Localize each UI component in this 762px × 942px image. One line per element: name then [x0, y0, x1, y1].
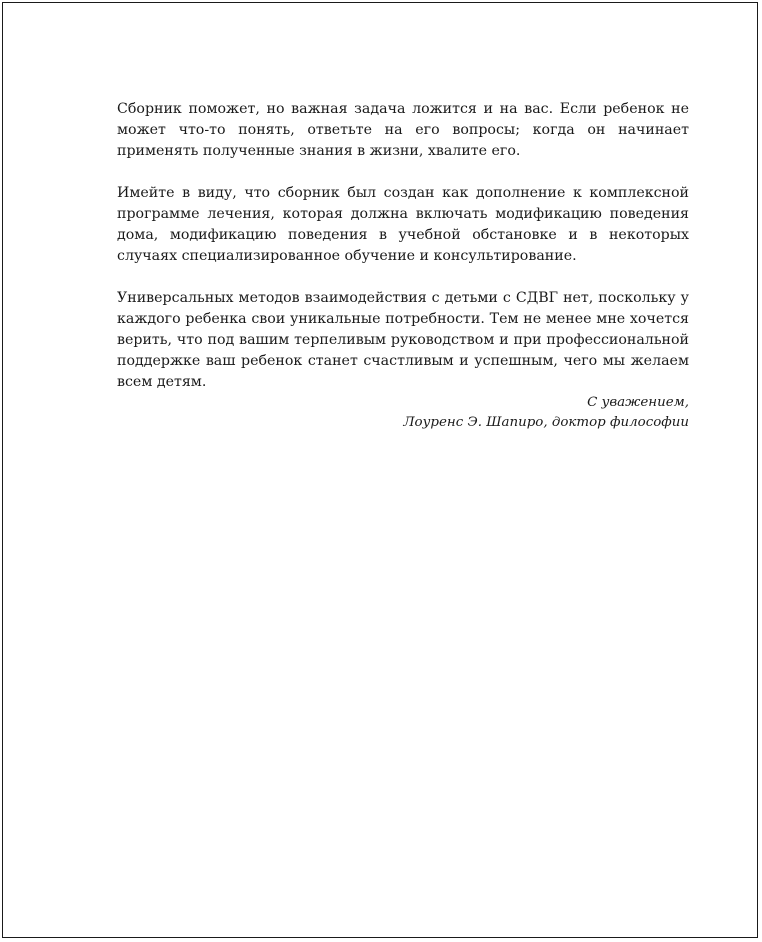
- paragraph-1: Сборник поможет, но важная задача ложится и на вас. Если ребенок не может что-то понять, ответьте на его вопросы; когда он начинает применять полученные знания в жизни, хвалите его.: [117, 101, 689, 159]
- signature-author: Лоуренс Э. Шапиро, доктор философии: [403, 415, 689, 430]
- paragraph-3: Универсальных методов взаимодействия с детьми с СДВГ нет, поскольку у каждого ребенка свои уникальные потребности. Тем не менее мне хочется верить, что под вашим терпеливым руководством и при профессиональной поддержке ваш ребенок станет счастливым и успешным, чего мы желаем всем детям.: [117, 290, 689, 390]
- signature-closing: С уважением,: [587, 395, 689, 410]
- document-page: [2, 2, 758, 938]
- signature-block: [117, 393, 689, 433]
- page-content: [117, 99, 689, 433]
- paragraph-2: Имейте в виду, что сборник был создан как дополнение к комплексной программе лечения, которая должна включать модификацию поведения дома, модификацию поведения в учебной обстановке и в некоторых случаях специализированное обучение и консультирование.: [117, 185, 689, 264]
